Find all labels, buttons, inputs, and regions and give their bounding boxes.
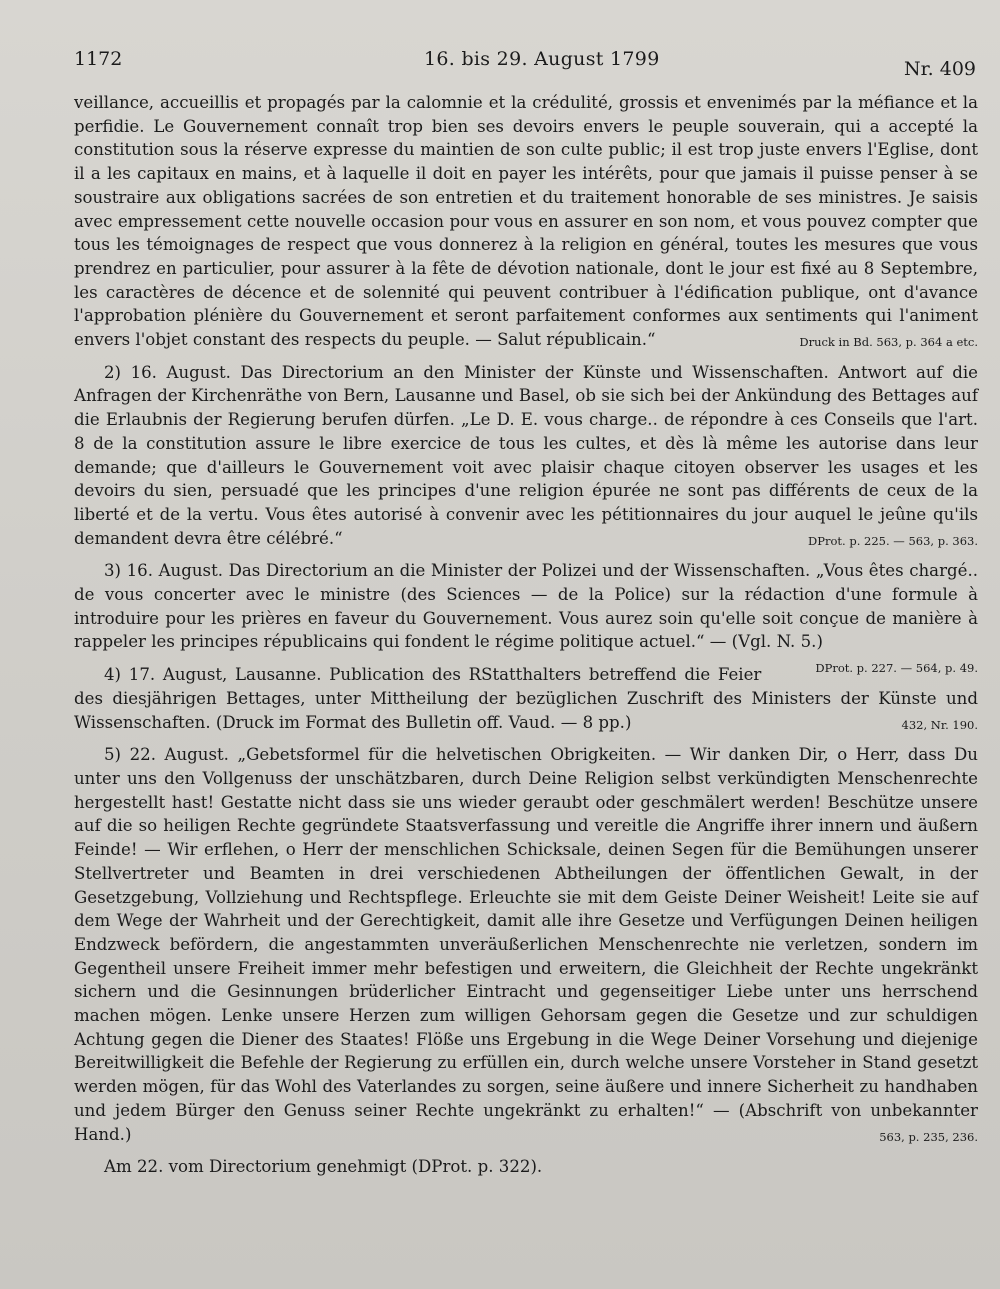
running-title: 16. bis 29. August 1799	[424, 48, 660, 70]
intro-paragraph	[74, 91, 978, 352]
source-reference: 432, Nr. 190.	[901, 717, 978, 732]
entry-paragraph-5	[74, 743, 978, 1146]
paragraph-text: Publication des RStatthalters betreffend die Feier des diesjährigen Bettages, unter Mittheilung der bezüglichen Zuschrift des Ministers der Künste und Wissenschaften. (Druck im Format des Bulletin off. Vaud. — 8 pp.)	[74, 665, 978, 732]
page-number: 1172	[74, 48, 123, 70]
source-reference: DProt. p. 225. — 563, p. 363.	[808, 533, 978, 548]
paragraph-text: Das Directorium an die Minister der Polizei und der Wissenschaften. „Vous êtes chargé.. de vous concerter avec le ministre (des Sciences — de la Police) sur la rédaction d'une formule à introduire pour les prières en faveur du Gouvernement. Vous aurez soin qu'elle soit conçue de manière à rappeler les principes républicains qui fondent le régime politique actuel.“ — (Vgl. N. 5.)	[74, 561, 978, 652]
source-reference: DProt. p. 227. — 564, p. 49.	[815, 661, 978, 676]
entry-heading: 2) 16. August.	[104, 362, 231, 382]
source-reference: 563, p. 235, 236.	[879, 1129, 978, 1144]
paragraph-text: veillance, accueillis et propagés par la calomnie et la crédulité, grossis et envenimés par la méfiance et la perfidie. Le Gouvernement connaît trop bien ses devoirs envers le peuple souverain, qui a accepté la constitution sous la réserve expresse du maintien de son culte public; il est trop juste envers l'Eglise, dont il a les capitaux en mains, et à laquelle il doit en payer les intérêts, pour que jamais il puisse penser à se soustraire aux obligations sacrées de son entretien et du traitement honorable de ses ministres. Je saisis avec empressement cette nouvelle occasion pour vous en assurer en son nom, et vous pouvez compter que tous les témoignages de respect que vous donnerez à la religion en général, toutes les mesures que vous prendrez en particulier, pour assurer à la fête de dévotion nationale, dont le jour est fixé au 8 Septembre, les caractères de décence et de solennité qui peuvent contribuer à l'édification publique, ont d'avance l'approbation plénière du Gouvernement et seront parfaitement conformes aux sentiments qui l'animent envers l'objet constant des respects du peuple. — Salut républicain.“	[74, 93, 978, 350]
entry-heading: 5) 22. August.	[104, 745, 229, 765]
body-text	[74, 91, 978, 1179]
entry-heading: 3) 16. August.	[104, 561, 224, 581]
page-header	[74, 48, 976, 82]
document-number: Nr. 409	[904, 58, 976, 80]
paragraph-text: Das Directorium an den Minister der Künste und Wissenschaften. Antwort auf die Anfragen der Kirchenräthe von Bern, Lausanne und Basel, ob sie sich bei der Ankündung des Bettages auf die Erlaubnis der Regierung berufen dürfen. „Le D. E. vous charge.. de répondre à ces Conseils que l'art. 8 de la constitution assure le libre exercice de tous les cultes, et dès là même les autorise dans leur demande; que d'ailleurs le Gouvernement voit avec plaisir chaque citoyen observer les usages et les devoirs du sien, persuadé que les principes d'une religion épurée ne sont pas différents de ceux de la liberté et de la vertu. Vous êtes autorisé à convenir avec les pétitionnaires du jour auquel le jeûne qu'ils demandent devra être célébré.“	[74, 362, 978, 548]
paragraph-text: „Gebetsformel für die helvetischen Obrigkeiten. — Wir danken Dir, o Herr, dass Du unter uns den Vollgenuss der unschätzbaren, durch Deine Religion selbst verkündigten Menschenrechte hergestellt hast! Gestatte nicht dass sie uns wieder geraubt oder geschmälert werden! Beschütze unsere auf die so heiligen Rechte gegründete Staatsverfassung und vereitle die Angriffe ihrer innern und äußern Feinde! — Wir erflehen, o Herr der menschlichen Schicksale, deinen Segen für die Bemühungen unserer Stellvertreter und Beamten in drei verschiedenen Abtheilungen der öffentlichen Gewalt, in der Gesetzgebung, Vollziehung und Rechtspflege. Erleuchte sie mit dem Geiste Deiner Weisheit! Leite sie auf dem Wege der Wahrheit und der Gerechtigkeit, damit alle ihre Gesetze und Verfügungen Deinen heiligen Endzweck befördern, die angestammten unveräußerlichen Menschenrechte nie verletzen, sondern im Gegentheil unsere Freiheit immer mehr befestigen und erweitern, die Gleichheit der Rechte ungekränkt sichern und die Gesinnungen brüderlicher Eintracht und gegenseitiger Liebe unter uns herrschend machen mögen. Lenke unsere Herzen zum willigen Gehorsam gegen die Gesetze und zur schuldigen Achtung gegen die Diener des Staates! Flöße uns Ergebung in die Wege Deiner Vorsehung und diejenige Bereitwilligkeit die Befehle der Regierung zu erfüllen ein, durch welche unsere Vorsteher in Stand gesetzt werden mögen, für das Wohl des Vaterlandes zu sorgen, seine äußere und innere Sicherheit zu handhaben und jedem Bürger den Genuss seiner Rechte ungekränkt zu erhalten!“ — (Abschrift von unbekannter Hand.)	[74, 745, 978, 1144]
entry-heading: 4) 17. August, Lausanne.	[104, 665, 322, 685]
closing-paragraph: Am 22. vom Directorium genehmigt (DProt. p. 322).	[104, 1157, 543, 1177]
entry-paragraph-2	[74, 361, 978, 551]
source-reference: Druck in Bd. 563, p. 364 a etc.	[799, 335, 978, 350]
